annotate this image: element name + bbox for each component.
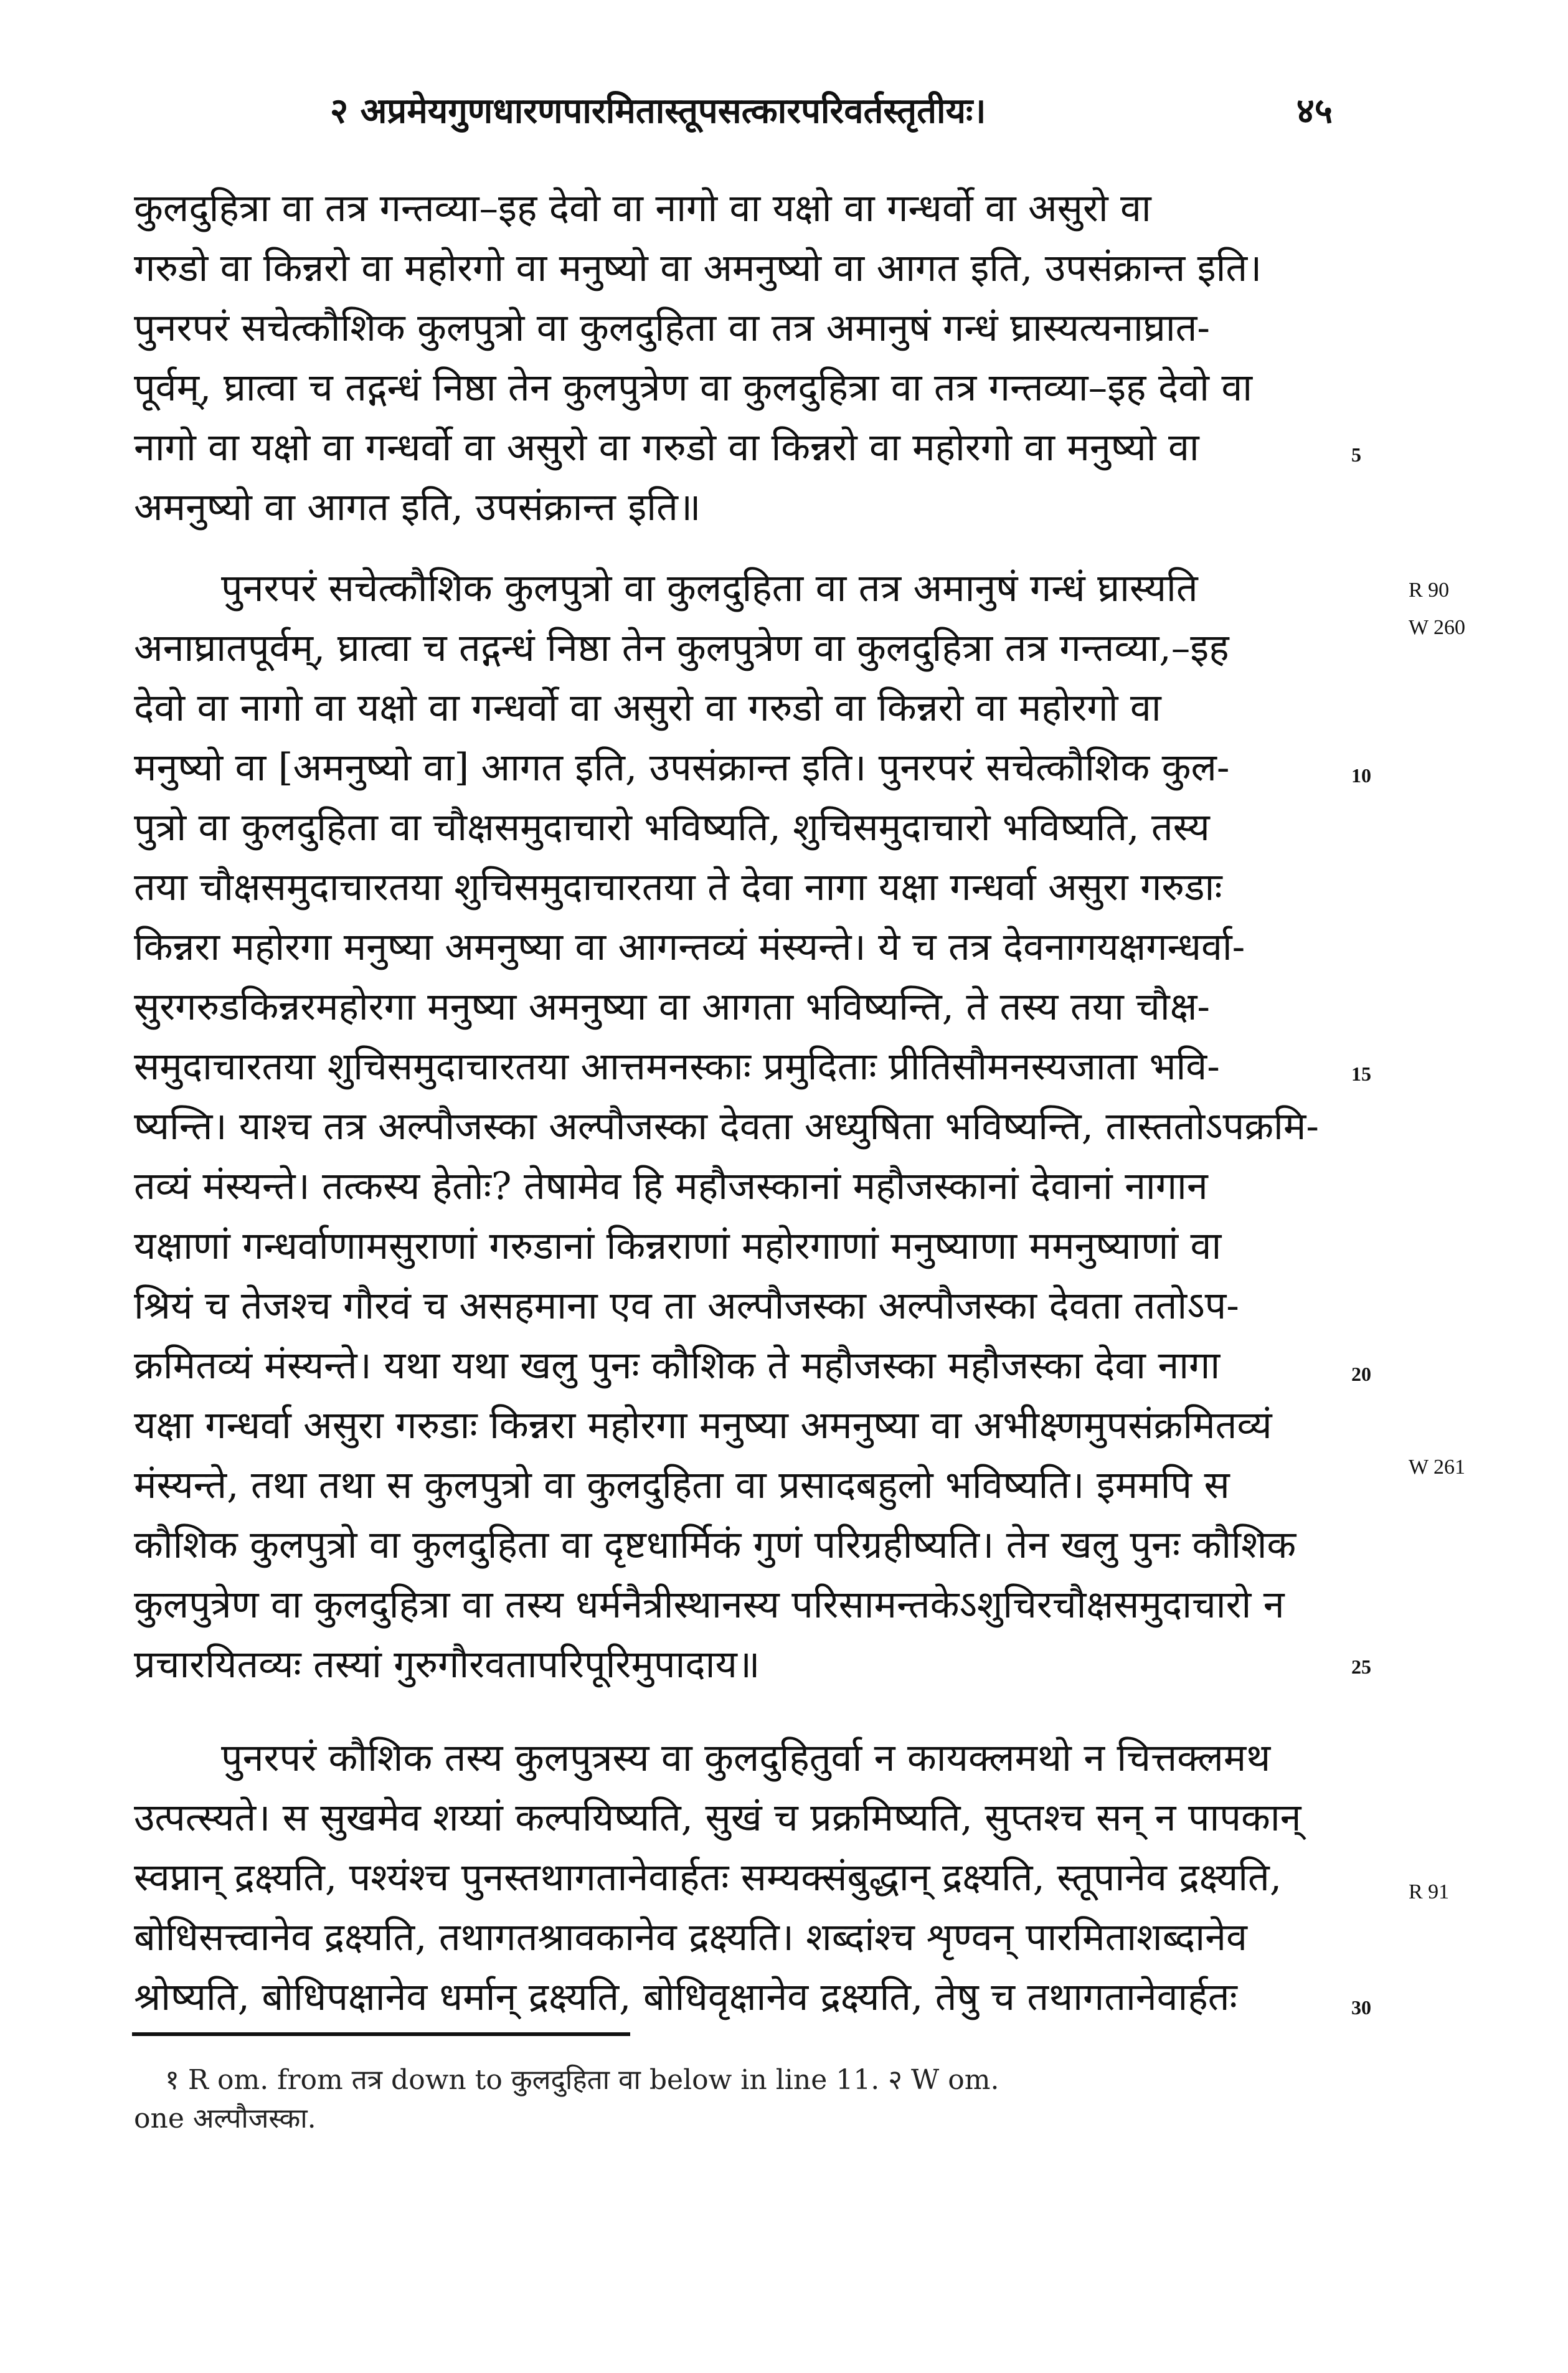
text-line: प्रचारयितव्यः तस्यां गुरुगौरवतापरिपूरिमुपादाय॥ <box>134 1642 760 1687</box>
text-line: पुनरपरं सचेत्कौशिक कुलपुत्रो वा कुलदुहिता वा तत्र अमानुषं गन्धं घ्रास्यत्यनाघ्रात- <box>134 306 1210 350</box>
margin-reference: W 260 <box>1409 616 1465 639</box>
text-line: किन्नरा महोरगा मनुष्या अमनुष्या वा आगन्तव्यं मंस्यन्ते। ये च तत्र देवनागयक्षगन्धर्वा- <box>134 925 1245 969</box>
footnote: one अल्पौजस्का. <box>134 2103 316 2134</box>
text-line: ष्यन्ति। याश्च तत्र अल्पौजस्का अल्पौजस्का देवता अध्युषिता भविष्यन्ति, तास्ततोऽपक्रमि- <box>134 1104 1319 1149</box>
text-line: अमनुष्यो वा आगत इति, उपसंक्रान्त इति॥ <box>134 485 701 529</box>
text-line: नागो वा यक्षो वा गन्धर्वो वा असुरो वा गरुडो वा किन्नरो वा महोरगो वा मनुष्यो वा <box>134 425 1199 470</box>
text-line: मनुष्यो वा [अमनुष्यो वा] आगत इति, उपसंक्रान्त इति। पुनरपरं सचेत्कौशिक कुल- <box>134 746 1230 790</box>
text-line: मंस्यन्ते, तथा तथा स कुलपुत्रो वा कुलदुहिता वा प्रसादबहुलो भविष्यति। इममपि स <box>134 1463 1230 1507</box>
footnote-rule <box>132 2032 630 2036</box>
text-line: देवो वा नागो वा यक्षो वा गन्धर्वो वा असुरो वा गरुडो वा किन्नरो वा महोरगो वा <box>134 686 1161 730</box>
margin-reference: W 261 <box>1409 1456 1465 1479</box>
line-number: 30 <box>1351 1996 1371 2019</box>
text-line: कुलदुहित्रा वा तत्र गन्तव्या–इह देवो वा नागो वा यक्षो वा गन्धर्वो वा असुरो वा <box>134 186 1151 230</box>
line-number: 20 <box>1351 1363 1371 1385</box>
footnote: १ R om. from तत्र down to कुलदुहिता वा below in line 11. २ W om. <box>165 2064 999 2096</box>
text-line: अनाघ्रातपूर्वम्, घ्रात्वा च तद्गन्धं निष्ठा तेन कुलपुत्रेण वा कुलदुहित्रा तत्र गन्तव्या,–इह <box>134 626 1229 670</box>
text-line: तव्यं मंस्यन्ते। तत्कस्य हेतोः? तेषामेव हि महौजस्कानां महौजस्कानां देवानां नागान <box>134 1164 1208 1208</box>
text-line: गरुडो वा किन्नरो वा महोरगो वा मनुष्यो वा अमनुष्यो वा आगत इति, उपसंक्रान्त इति। <box>134 246 1262 290</box>
text-line: पुनरपरं सचेत्कौशिक कुलपुत्रो वा कुलदुहिता वा तत्र अमानुषं गन्धं घ्रास्यति <box>221 566 1198 610</box>
text-line: तया चौक्षसमुदाचारतया शुचिसमुदाचारतया ते देवा नागा यक्षा गन्धर्वा असुरा गरुडाः <box>134 865 1222 909</box>
text-line: यक्षा गन्धर्वा असुरा गरुडाः किन्नरा महोरगा मनुष्या अमनुष्या वा अभीक्ष्णमुपसंक्रमितव्यं <box>134 1403 1272 1447</box>
text-line: समुदाचारतया शुचिसमुदाचारतया आत्तमनस्काः प्रमुदिताः प्रीतिसौमनस्यजाता भवि- <box>134 1044 1220 1089</box>
text-line: श्रियं च तेजश्च गौरवं च असहमाना एव ता अल्पौजस्का अल्पौजस्का देवता ततोऽप- <box>134 1284 1239 1328</box>
line-number: 5 <box>1351 443 1361 466</box>
line-number: 25 <box>1351 1655 1371 1678</box>
text-line: पुत्रो वा कुलदुहिता वा चौक्षसमुदाचारो भविष्यति, शुचिसमुदाचारो भविष्यति, तस्य <box>134 805 1210 850</box>
text-line: स्वप्नान् द्रक्ष्यति, पश्यंश्च पुनस्तथागतानेवार्हतः सम्यक्संबुद्धान् द्रक्ष्यति, स्तूपानेव द्रक्ष्यति, <box>134 1855 1282 1900</box>
text-line: उत्पत्स्यते। स सुखमेव शय्यां कल्पयिष्यति, सुखं च प्रक्रमिष्यति, सुप्तश्च सन् न पापकान् <box>134 1796 1301 1840</box>
text-line: पूर्वम्, घ्रात्वा च तद्गन्धं निष्ठा तेन कुलपुत्रेण वा कुलदुहित्रा वा तत्र गन्तव्या–इह देवो वा <box>134 366 1253 410</box>
text-line: सुरगरुडकिन्नरमहोरगा मनुष्या अमनुष्या वा आगता भविष्यन्ति, ते तस्य तया चौक्ष- <box>134 985 1211 1029</box>
page-number: ४५ <box>1296 90 1333 131</box>
text-line: पुनरपरं कौशिक तस्य कुलपुत्रस्य वा कुलदुहितुर्वा न कायक्लमथो न चित्तक्लमथ <box>221 1736 1271 1780</box>
text-line: यक्षाणां गन्धर्वाणामसुराणां गरुडानां किन्नराणां महोरगाणां मनुष्याणा ममनुष्याणां वा <box>134 1224 1222 1268</box>
text-line: श्रोष्यति, बोधिपक्षानेव धर्मान् द्रक्ष्यति, बोधिवृक्षानेव द्रक्ष्यति, तेषु च तथागतानेवार्हतः <box>134 1975 1237 2019</box>
chapter-title: २ अप्रमेयगुणधारणपारमितास्तूपसत्कारपरिवर्तस्तृतीयः। <box>330 90 986 131</box>
line-number: 15 <box>1351 1063 1371 1085</box>
line-number: 10 <box>1351 764 1371 787</box>
text-line: कौशिक कुलपुत्रो वा कुलदुहिता वा दृष्टधार्मिकं गुणं परिग्रहीष्यति। तेन खलु पुनः कौशिक <box>134 1523 1296 1567</box>
margin-reference: R 90 <box>1409 579 1450 602</box>
text-line: कुलपुत्रेण वा कुलदुहित्रा वा तस्य धर्मनैत्रीस्थानस्य परिसामन्तकेऽशुचिरचौक्षसमुदाचारो न <box>134 1583 1285 1627</box>
margin-reference: R 91 <box>1409 1880 1450 1903</box>
text-line: क्रमितव्यं मंस्यन्ते। यथा यथा खलु पुनः कौशिक ते महौजस्का महौजस्का देवा नागा <box>134 1343 1221 1388</box>
running-header <box>274 73 1345 142</box>
text-line: बोधिसत्त्वानेव द्रक्ष्यति, तथागतश्रावकानेव द्रक्ष्यति। शब्दांश्च शृण्वन् पारमिताशब्दानेव <box>134 1915 1247 1959</box>
